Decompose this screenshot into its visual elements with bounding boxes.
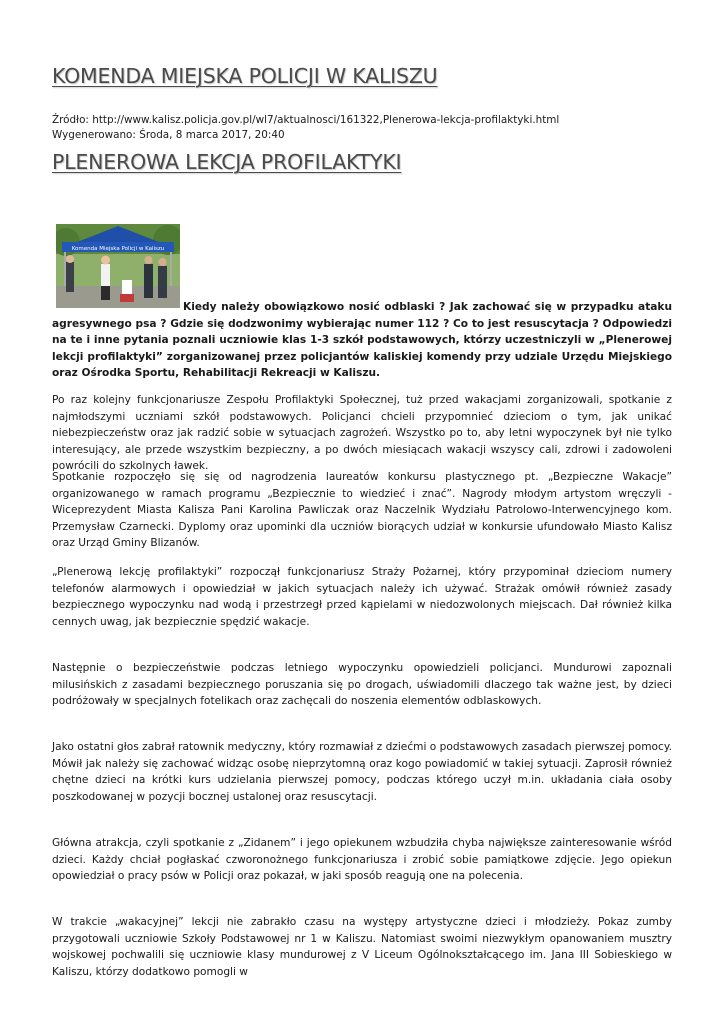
article-paragraph: Po raz kolejny funkcjonariusze Zespołu Profilaktyki Społecznej, tuż przed wakacjami zorganizowali, spotkanie z najmłodszymi uczniami szkół podstawowych. Policjanci chcieli przypomnieć dzieciom o tym, jak unikać niebezpieczeństw oraz jak radzić sobie w sytuacjach zagrożeń. Wszystko po to, aby letni wypoczynek był nie tylko interesujący, ale przede wszystkim bezpieczny, a po dwóch miesiącach wakacji wszyscy cali, zdrowi i zadowoleni powrócili do szkolnych ławek. [52, 394, 672, 472]
article-paragraph: Następnie o bezpieczeństwie podczas letniego wypoczynku opowiedzieli policjanci. Mundurowi zapoznali milusińskich z zasadami bezpiecznego poruszania się po drogach, uświadomili dlaczego tak ważne jest, by dzieci podróżowały w specjalnych fotelikach oraz zachęcali do noszenia elementów odblaskowych. [52, 662, 672, 707]
source-line: Źródło: http://www.kalisz.policja.gov.pl/wl7/aktualnosci/161322,Plenerowa-lekcja-profilaktyki.html [52, 114, 560, 126]
article-paragraph: W trakcie „wakacyjnej” lekcji nie zabrakło czasu na występy artystyczne dzieci i młodzieży. Pokaz zumby przygotowali uczniowie Szkoły Podstawowej nr 1 w Kaliszu. Natomiast swoimi niezwykłym opanowaniem musztry wojskowej pochwalili się uczniowie klasy mundurowej z V Liceum Ogólnokształcącego im. Jana III Sobieskiego w Kaliszu, którzy dodatkowo pomogli w [52, 916, 672, 978]
generated-line: Wygenerowano: Środa, 8 marca 2017, 20:40 [52, 129, 285, 141]
article-lead [52, 299, 672, 382]
article-photo [56, 224, 180, 308]
site-title: KOMENDA MIEJSKA POLICJI W KALISZU [52, 64, 438, 88]
article-paragraph: Jako ostatni głos zabrał ratownik medyczny, który rozmawiał z dziećmi o podstawowych zasadach pierwszej pomocy. Mówił jak należy się zachować widząc osobę nieprzytomną oraz kogo powiadomić w takiej sytuacji. Zaprosił również chętne dzieci na krótki kurs udzielania pierwszej pomocy, podczas którego uczył m.in. układania ciała osoby poszkodowanej w pozycji bocznej ustalonej oraz resuscytacji. [52, 741, 672, 803]
article-paragraph: „Plenerową lekcję profilaktyki” rozpoczął funkcjonariusz Straży Pożarnej, który przypominał dzieciom numery telefonów alarmowych i opowiedział w jakich sytuacjach należy ich używać. Strażak omówił również zasady bezpiecznego wypoczynku nad wodą i przestrzegł przed kąpielami w niedozwolonych miejscach. Dał również kilka cennych uwag, jak bezpiecznie spędzić wakacje. [52, 566, 672, 628]
event-photo-illustration [56, 224, 180, 308]
document-meta [52, 113, 559, 143]
tent-banner-text: Komenda Miejska Policji w Kaliszu [71, 246, 165, 252]
article-paragraph: Spotkanie rozpoczęło się się od nagrodzenia laureatów konkursu plastycznego pt. „Bezpieczne Wakacje” organizowanego w ramach programu „Bezpiecznie to wiedzieć i znać”. Nagrody młodym artystom wręczyli - Wiceprezydent Miasta Kalisza Pani Karolina Pawliczak oraz Naczelnik Wydziału Patrolowo-Interwencyjnego kom. Przemysław Czarnecki. Dyplomy oraz upominki dla uczniów biorących udział w konkursie ufundowało Miasto Kalisz oraz Urząd Gminy Blizanów. [52, 471, 672, 549]
article-lead-text: Kiedy należy obowiązkowo nosić odblaski ? Jak zachować się w przypadku ataku agresywnego psa ? Gdzie się dodzwonimy wybierając numer 112 ? Co to jest resuscytacja ? Odpowiedzi na te i inne pytania poznali uczniowie klas 1-3 szkół podstawowych, którzy uczestniczyli w „Plenerowej lekcji profilaktyki” zorganizowanej przez policjantów kaliskiej komendy przy udziale Urzędu Miejskiego oraz Ośrodka Sportu, Rehabilitacji Rekreacji w Kaliszu. [52, 301, 672, 379]
article-paragraph: Główna atrakcja, czyli spotkanie z „Zidanem” i jego opiekunem wzbudziła chyba największe zainteresowanie wśród dzieci. Każdy chciał pogłaskać czworonożnego funkcjonariusza i zrobić sobie pamiątkowe zdjęcie. Jego opiekun opowiedział o pracy psów w Policji oraz pokazał, w jaki sposób reagują one na polecenia. [52, 837, 672, 882]
article-title: PLENEROWA LEKCJA PROFILAKTYKI [52, 150, 402, 174]
